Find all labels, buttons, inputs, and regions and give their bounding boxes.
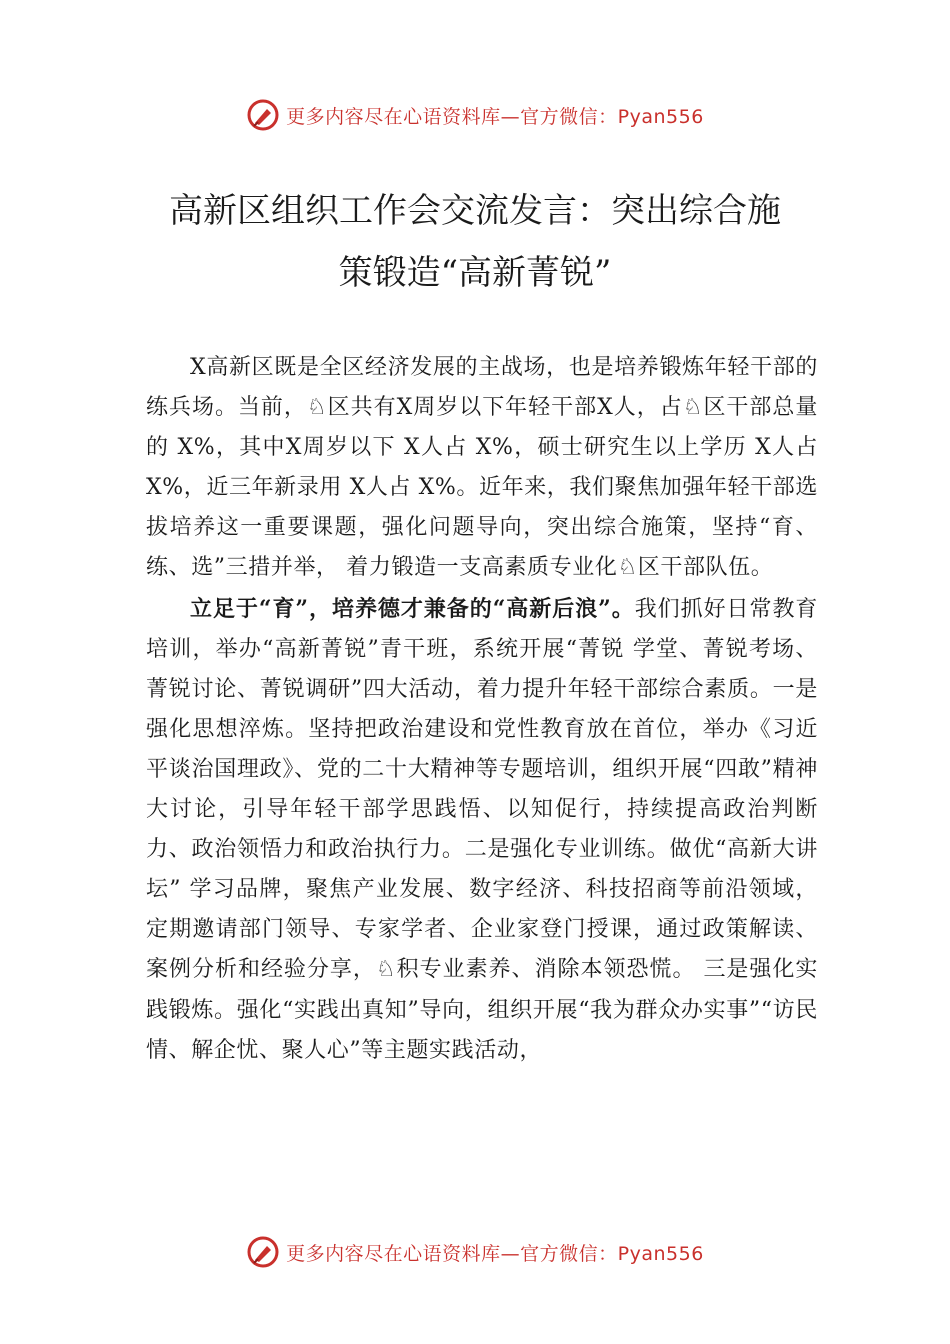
paragraph [146, 347, 818, 589]
paragraph-text: 我们抓好日常教育培训，举办“高新菁锐”青干班，系统开展“菁锐 学堂、菁锐考场、菁锐讨论、菁锐调研”四大活动，着力提升年轻干部综合素质。一是强化思想淬炼。坚持把政治建设和党性教育放在首位，举办《习近平谈治国理政》、党的二十大精神等专题培训，组织开展“四敢”精神大讨论，引导年轻干部学思践悟、以知促行，持续提高政治判断力、政治领悟力和政治执行力。二是强化专业训练。做优“高新大讲坛” 学习品牌，聚焦产业发展、数字经济、科技招商等前沿领域， 定期邀请部门领导、专家学者、企业家登门授课，通过政策解读、案例分析和经验分享，♘积专业素养、消除本领恐慌。 三是强化实践锻炼。强化“实践出真知”导向，组织开展“我为群众办实事”“访民情、解企忧、聚人心”等主题实践活动， [146, 596, 818, 1063]
title-line-2: 策锻造“高新菁锐” [338, 253, 612, 293]
document-title [0, 180, 950, 304]
pen-nib-logo-icon [246, 1235, 280, 1269]
watermark-footer [0, 1232, 950, 1272]
document-body [146, 347, 818, 1071]
watermark-text: 更多内容尽在心语资料库—官方微信：Pyan556 [286, 1242, 704, 1265]
title-line-1: 高新区组织工作会交流发言：突出综合施 [169, 191, 781, 231]
watermark-header [0, 95, 950, 135]
watermark-text: 更多内容尽在心语资料库—官方微信：Pyan556 [286, 105, 704, 128]
pen-nib-logo-icon [246, 98, 280, 132]
paragraph-text: X高新区既是全区经济发展的主战场，也是培养锻炼年轻干部的练兵场。当前，♘区共有X周岁以下年轻干部X人，占♘区干部总量的 X%，其中X周岁以下 X人占 X%，硕士研究生以上学历 X人占 X%，近三年新录用 X人占 X%。近年来，我们聚焦加强年轻干部选拔培养这一重要课题，强化问题导向，突出综合施策，坚持“育、练、选”三措并举， 着力锻造一支高素质专业化♘区干部队伍。 [146, 355, 818, 581]
paragraph [146, 589, 818, 1071]
paragraph-lead: 立足于“育”，培养德才兼备的“高新后浪”。 [190, 595, 635, 622]
